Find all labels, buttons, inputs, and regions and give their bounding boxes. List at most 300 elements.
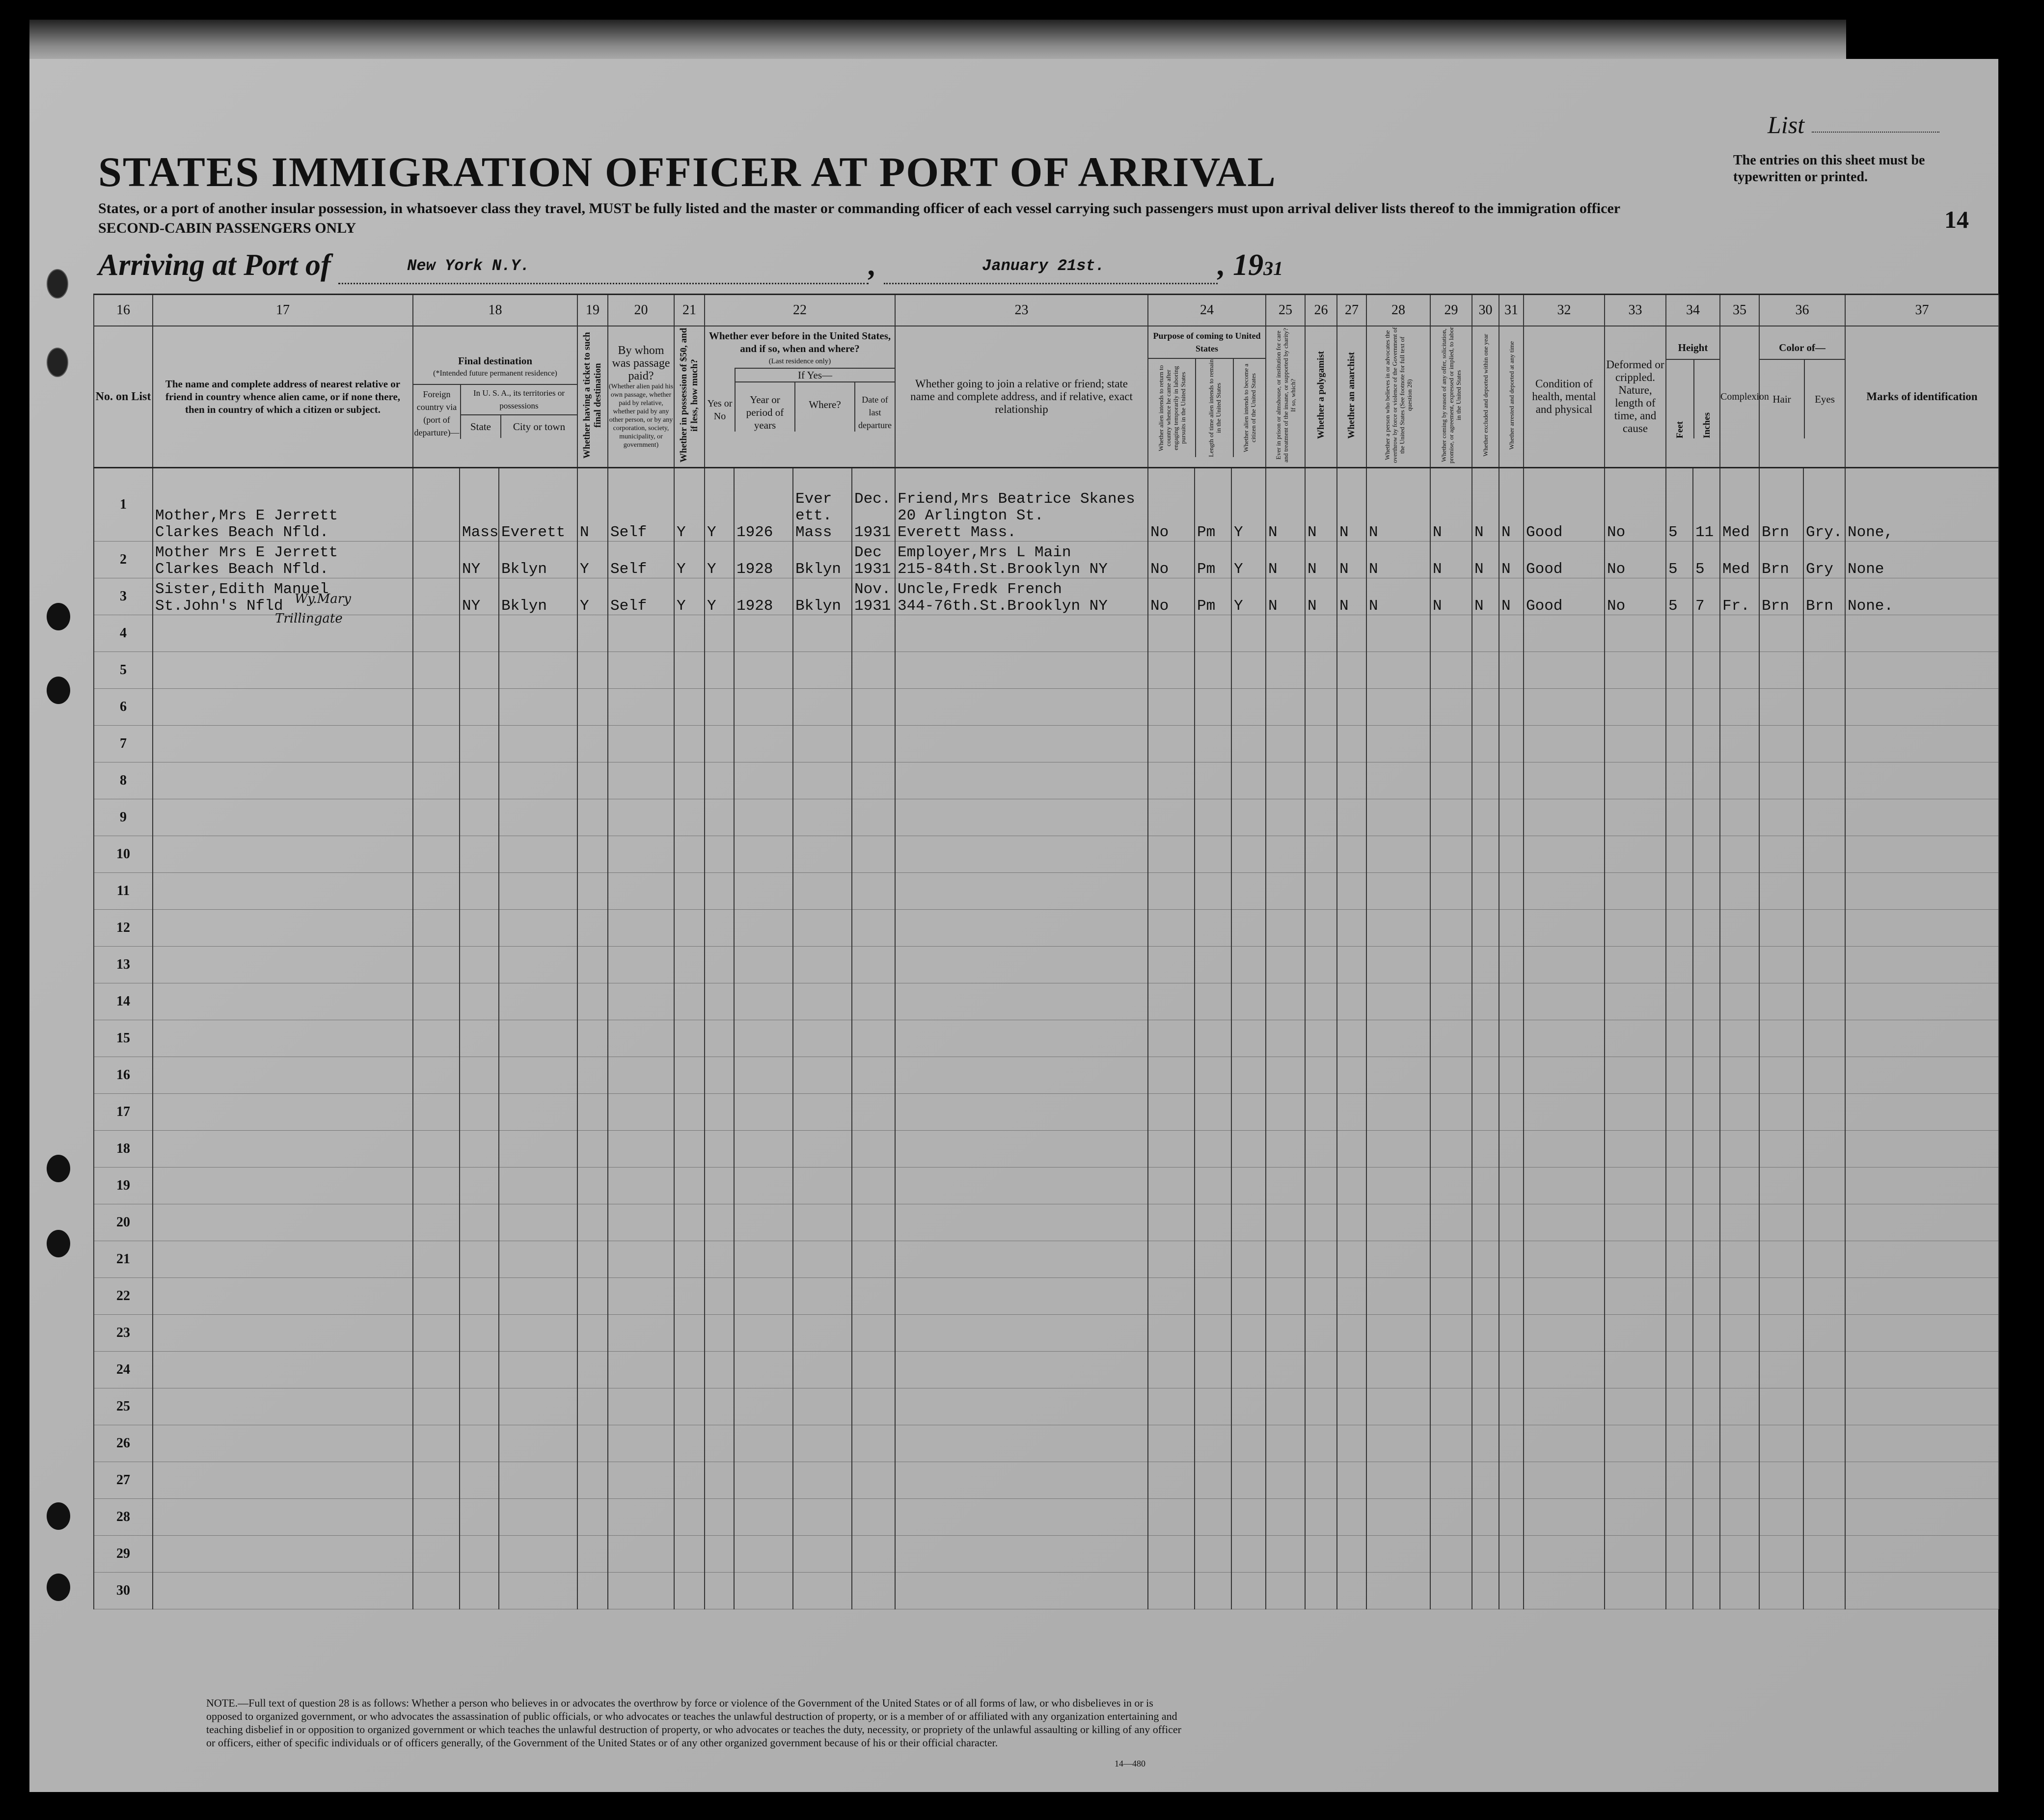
empty-cell (1266, 1388, 1305, 1425)
manifest-table (93, 294, 1999, 1609)
row-number: 25 (94, 1388, 153, 1425)
empty-cell (499, 726, 577, 762)
empty-cell (1524, 1020, 1605, 1057)
empty-cell (852, 910, 895, 947)
ticket-value: N (577, 468, 608, 542)
empty-cell (895, 1352, 1148, 1388)
empty-cell (1720, 762, 1759, 799)
empty-cell (1803, 1278, 1845, 1315)
empty-cell (413, 910, 460, 947)
empty-cell (1759, 836, 1803, 873)
empty-cell (674, 689, 705, 726)
year-value: 1928 (734, 542, 793, 578)
col-num: 27 (1337, 295, 1366, 326)
money-value: Y (674, 468, 705, 542)
empty-cell (413, 1425, 460, 1462)
empty-cell (499, 652, 577, 689)
empty-cell (1720, 1204, 1759, 1241)
empty-cell (1845, 1425, 1999, 1462)
punch-hole (47, 1502, 70, 1530)
empty-cell (460, 1094, 499, 1131)
empty-cell (1305, 799, 1337, 836)
empty-cell (1195, 1020, 1231, 1057)
empty-cell (1524, 1536, 1605, 1573)
col-num: 25 (1266, 295, 1305, 326)
prison-value: N (1266, 468, 1305, 542)
empty-cell (1499, 1573, 1524, 1609)
empty-cell (852, 1462, 895, 1499)
empty-cell (1231, 689, 1266, 726)
empty-cell (1266, 873, 1305, 910)
punch-hole (47, 1574, 70, 1601)
empty-cell (1666, 1168, 1693, 1204)
empty-cell (1305, 762, 1337, 799)
empty-cell (1524, 799, 1605, 836)
empty-cell (793, 1425, 852, 1462)
empty-cell (499, 615, 577, 652)
empty-cell (1845, 1536, 1999, 1573)
header-prison (1266, 326, 1305, 468)
empty-cell (1195, 873, 1231, 910)
empty-cell (793, 689, 852, 726)
empty-cell (674, 1499, 705, 1536)
empty-cell (460, 1057, 499, 1094)
prison-label: Ever in prison or almshouse, or institution for care and treatment of the insane, or supported by charity? If so, which? (1274, 328, 1297, 462)
empty-cell (1605, 910, 1666, 947)
empty-cell (413, 983, 460, 1020)
empty-cell (1195, 947, 1231, 983)
purpose-return-value: No (1148, 542, 1195, 578)
punch-hole (47, 1230, 70, 1257)
empty-cell (1231, 799, 1266, 836)
empty-cell (1366, 652, 1430, 689)
passage-note: (Whether alien paid his own passage, whether paid by relative, whether paid by any other person, or by any corporation, society, municipality, or government) (608, 383, 673, 449)
empty-cell (1803, 615, 1845, 652)
ever-before-label: Whether ever before in the United States, and if so, when and where? (709, 330, 891, 354)
empty-cell (793, 1499, 852, 1536)
empty-cell (1666, 1388, 1693, 1425)
empty-cell (793, 983, 852, 1020)
empty-cell (674, 1057, 705, 1094)
empty-cell (577, 799, 608, 836)
ever-before-note: (Last residence only) (768, 357, 831, 365)
empty-cell (1430, 726, 1472, 762)
empty-cell (608, 1573, 674, 1609)
empty-cell (413, 1020, 460, 1057)
punch-hole (47, 677, 70, 704)
empty-cell (1472, 983, 1499, 1020)
empty-cell (1693, 726, 1720, 762)
empty-cell (1693, 1278, 1720, 1315)
passage-label: By whom was passage paid? (612, 344, 670, 382)
empty-cell (460, 1315, 499, 1352)
empty-cell (1305, 1020, 1337, 1057)
empty-cell (1472, 1168, 1499, 1204)
empty-cell (460, 799, 499, 836)
empty-cell (608, 983, 674, 1020)
empty-cell (895, 910, 1148, 947)
empty-cell (674, 1315, 705, 1352)
empty-cell (895, 1278, 1148, 1315)
empty-cell (895, 1241, 1148, 1278)
empty-cell (1337, 983, 1366, 1020)
empty-cell (1337, 1057, 1366, 1094)
empty-cell (1803, 1573, 1845, 1609)
empty-cell (153, 1462, 413, 1499)
empty-cell (1759, 1094, 1803, 1131)
empty-cell (1693, 1204, 1720, 1241)
empty-cell (674, 726, 705, 762)
empty-cell (460, 615, 499, 652)
empty-cell (1337, 1131, 1366, 1168)
empty-cell (1430, 947, 1472, 983)
empty-cell (1366, 689, 1430, 726)
empty-cell (1605, 1168, 1666, 1204)
list-number-line (1812, 132, 1939, 133)
height-label: Height (1666, 326, 1719, 360)
empty-cell (1524, 1204, 1605, 1241)
empty-cell (1305, 1425, 1337, 1462)
empty-cell (1195, 1204, 1231, 1241)
empty-cell (793, 1388, 852, 1425)
empty-cell (1305, 615, 1337, 652)
eyes-value: Brn (1803, 578, 1845, 615)
empty-cell (705, 1536, 734, 1573)
empty-cell (499, 1241, 577, 1278)
empty-cell (1666, 1536, 1693, 1573)
polygamist-label: Whether a polygamist (1315, 351, 1326, 439)
empty-cell (1231, 1131, 1266, 1168)
empty-cell (460, 1573, 499, 1609)
health-value: Good (1524, 468, 1605, 542)
empty-cell (1605, 1057, 1666, 1094)
empty-cell (1148, 1020, 1195, 1057)
empty-cell (1305, 1536, 1337, 1573)
q28-value: N (1366, 542, 1430, 578)
empty-cell (577, 1462, 608, 1499)
health-value: Good (1524, 578, 1605, 615)
empty-cell (1759, 983, 1803, 1020)
empty-cell (705, 1094, 734, 1131)
empty-cell (793, 726, 852, 762)
anarchist-label: Whether an anarchist (1346, 352, 1357, 439)
empty-cell (608, 947, 674, 983)
empty-cell (1366, 1499, 1430, 1536)
empty-cell (499, 836, 577, 873)
empty-cell (1759, 799, 1803, 836)
empty-cell (460, 983, 499, 1020)
empty-cell (1195, 1536, 1231, 1573)
eyes-value: Gry (1803, 542, 1845, 578)
empty-cell (1499, 1020, 1524, 1057)
empty-cell (734, 799, 793, 836)
empty-cell (499, 983, 577, 1020)
empty-cell (1720, 726, 1759, 762)
empty-cell (1430, 1241, 1472, 1278)
punch-hole (47, 603, 70, 630)
empty-cell (895, 1536, 1148, 1573)
empty-cell (577, 762, 608, 799)
empty-cell (1759, 1462, 1803, 1499)
empty-cell (1366, 873, 1430, 910)
empty-cell (1605, 1094, 1666, 1131)
empty-cell (413, 799, 460, 836)
empty-cell (413, 947, 460, 983)
empty-cell (1266, 910, 1305, 947)
header-q31 (1499, 326, 1524, 468)
empty-cell (499, 1168, 577, 1204)
empty-cell (1803, 947, 1845, 983)
header-polygamist (1305, 326, 1337, 468)
empty-cell (1195, 799, 1231, 836)
empty-cell (1605, 1388, 1666, 1425)
empty-cell (674, 983, 705, 1020)
empty-cell (1845, 726, 1999, 762)
empty-cell (1605, 1278, 1666, 1315)
empty-cell (1499, 947, 1524, 983)
empty-cell (608, 1352, 674, 1388)
empty-cell (1195, 910, 1231, 947)
row-number: 9 (94, 799, 153, 836)
col-num: 35 (1720, 295, 1759, 326)
col-num: 20 (608, 295, 674, 326)
empty-cell (1693, 910, 1720, 947)
empty-cell (577, 726, 608, 762)
row-number: 10 (94, 836, 153, 873)
row-number: 4 (94, 615, 153, 652)
empty-cell (1472, 1057, 1499, 1094)
empty-cell (1666, 873, 1693, 910)
empty-cell (1605, 836, 1666, 873)
empty-cell (1337, 1352, 1366, 1388)
marks-value: None, (1845, 468, 1999, 542)
empty-cell (852, 1094, 895, 1131)
empty-cell (1195, 615, 1231, 652)
empty-cell (1845, 1352, 1999, 1388)
hair-value: Brn (1759, 542, 1803, 578)
empty-cell (608, 1462, 674, 1499)
empty-cell (153, 652, 413, 689)
col-num: 34 (1666, 295, 1720, 326)
form-title: STATES IMMIGRATION OFFICER AT PORT OF ARRIVAL (98, 148, 1277, 195)
empty-cell (577, 1131, 608, 1168)
dest-state: Mass (460, 468, 499, 542)
empty-cell (1195, 983, 1231, 1020)
empty-cell (577, 1094, 608, 1131)
empty-cell (895, 1425, 1148, 1462)
empty-cell (608, 615, 674, 652)
empty-cell (1430, 983, 1472, 1020)
empty-cell (1366, 1204, 1430, 1241)
inches-value: 11 (1693, 468, 1720, 542)
empty-cell (1524, 726, 1605, 762)
empty-cell (1148, 947, 1195, 983)
empty-cell (1803, 983, 1845, 1020)
where-value: Bklyn (793, 578, 852, 615)
empty-cell (705, 1499, 734, 1536)
money-label: Whether in possession of $50, and if less, how much? (679, 327, 700, 463)
empty-cell (1305, 910, 1337, 947)
empty-cell (1366, 762, 1430, 799)
empty-cell (153, 1241, 413, 1278)
empty-cell (577, 910, 608, 947)
row-number: 27 (94, 1462, 153, 1499)
table-row (94, 1204, 1999, 1241)
empty-cell (1337, 1020, 1366, 1057)
empty-cell (1845, 1020, 1999, 1057)
empty-cell (1231, 1499, 1266, 1536)
empty-cell (793, 1536, 852, 1573)
empty-cell (499, 1388, 577, 1425)
col-num: 32 (1524, 295, 1605, 326)
empty-cell (852, 615, 895, 652)
empty-cell (1524, 1131, 1605, 1168)
empty-cell (674, 1094, 705, 1131)
empty-cell (1666, 910, 1693, 947)
empty-cell (460, 1131, 499, 1168)
empty-cell (153, 1204, 413, 1241)
empty-cell (705, 689, 734, 726)
empty-cell (1803, 873, 1845, 910)
empty-cell (1430, 1168, 1472, 1204)
column-header-row (94, 326, 1999, 468)
empty-cell (608, 1278, 674, 1315)
empty-cell (1845, 1204, 1999, 1241)
empty-cell (1720, 947, 1759, 983)
in-usa-label: In U. S. A., its territories or possessions (473, 388, 565, 410)
date-field (884, 248, 1218, 284)
empty-cell (734, 1536, 793, 1573)
empty-cell (413, 1462, 460, 1499)
empty-cell (895, 983, 1148, 1020)
empty-cell (705, 1241, 734, 1278)
year-value: 1926 (734, 468, 793, 542)
q31-value: N (1499, 468, 1524, 542)
empty-cell (1366, 1315, 1430, 1352)
empty-cell (1231, 1168, 1266, 1204)
empty-cell (852, 1425, 895, 1462)
empty-cell (577, 1536, 608, 1573)
col-num: 29 (1430, 295, 1472, 326)
empty-cell (1499, 1536, 1524, 1573)
empty-cell (705, 1020, 734, 1057)
empty-cell (674, 1204, 705, 1241)
empty-cell (895, 1204, 1148, 1241)
empty-cell (460, 910, 499, 947)
purpose-return-value: No (1148, 578, 1195, 615)
header-no-on-list: No. on List (94, 326, 153, 468)
q29-value: N (1430, 542, 1472, 578)
empty-cell (1499, 1131, 1524, 1168)
empty-cell (577, 983, 608, 1020)
empty-cell (1337, 1315, 1366, 1352)
empty-cell (1845, 1057, 1999, 1094)
header-health: Condition of health, mental and physical (1524, 326, 1605, 468)
col-num: 37 (1845, 295, 1999, 326)
empty-cell (413, 1131, 460, 1168)
table-row (94, 1425, 1999, 1462)
empty-cell (413, 1573, 460, 1609)
page-number: 14 (1944, 206, 1969, 233)
empty-cell (1605, 1131, 1666, 1168)
empty-cell (705, 947, 734, 983)
empty-cell (1720, 1020, 1759, 1057)
hair-value: Brn (1759, 468, 1803, 542)
empty-cell (1693, 652, 1720, 689)
deformed-value: No (1605, 578, 1666, 615)
empty-cell (1666, 1131, 1693, 1168)
empty-cell (1266, 799, 1305, 836)
header-deformed: Deformed or crippled. Nature, length of time, and cause (1605, 326, 1666, 468)
empty-cell (577, 615, 608, 652)
empty-cell (1337, 615, 1366, 652)
empty-cell (1720, 1094, 1759, 1131)
health-value: Good (1524, 542, 1605, 578)
empty-cell (413, 1168, 460, 1204)
foreign-country (413, 578, 460, 615)
eyes-value: Gry. (1803, 468, 1845, 542)
money-value: Y (674, 542, 705, 578)
empty-cell (1366, 1536, 1430, 1573)
purpose-citizen-value: Y (1231, 578, 1266, 615)
feet-label: Feet (1674, 421, 1685, 438)
empty-cell (674, 1168, 705, 1204)
empty-cell (1693, 1057, 1720, 1094)
table-row (94, 799, 1999, 836)
empty-cell (1693, 836, 1720, 873)
empty-cell (1195, 726, 1231, 762)
empty-cell (852, 689, 895, 726)
table-row (94, 762, 1999, 799)
empty-cell (674, 1425, 705, 1462)
empty-cell (1666, 615, 1693, 652)
empty-cell (1845, 836, 1999, 873)
empty-cell (460, 836, 499, 873)
empty-cell (1305, 836, 1337, 873)
empty-cell (1720, 1057, 1759, 1094)
empty-cell (413, 762, 460, 799)
empty-cell (1366, 1241, 1430, 1278)
empty-cell (793, 799, 852, 836)
empty-cell (895, 799, 1148, 836)
col-num: 36 (1759, 295, 1845, 326)
empty-cell (153, 1315, 413, 1352)
empty-cell (1845, 983, 1999, 1020)
empty-cell (1195, 836, 1231, 873)
table-row (94, 1168, 1999, 1204)
empty-cell (1524, 1241, 1605, 1278)
empty-cell (1720, 1168, 1759, 1204)
empty-cell (1845, 1462, 1999, 1499)
empty-cell (1472, 1536, 1499, 1573)
empty-cell (1845, 1094, 1999, 1131)
empty-cell (852, 1499, 895, 1536)
empty-cell (153, 836, 413, 873)
empty-cell (793, 1094, 852, 1131)
empty-cell (1803, 762, 1845, 799)
empty-cell (895, 1388, 1148, 1425)
list-label: List (1768, 111, 1805, 138)
empty-cell (1499, 689, 1524, 726)
purpose-return-label: Whether alien intends to return to country whence he came after engaging temporarily in laboring pursuits in the United States (1157, 365, 1187, 451)
header-nearest-relative: The name and complete address of nearest relative or friend in country whence alien came, or if none there, then in country of which a citizen or subject. (153, 326, 413, 468)
empty-cell (1231, 1388, 1266, 1425)
row-number: 14 (94, 983, 153, 1020)
empty-cell (674, 1131, 705, 1168)
table-row (94, 1499, 1999, 1536)
purpose-citizen-label: Whether alien intends to become a citizen of the United States (1242, 363, 1257, 453)
empty-cell (1666, 1057, 1693, 1094)
